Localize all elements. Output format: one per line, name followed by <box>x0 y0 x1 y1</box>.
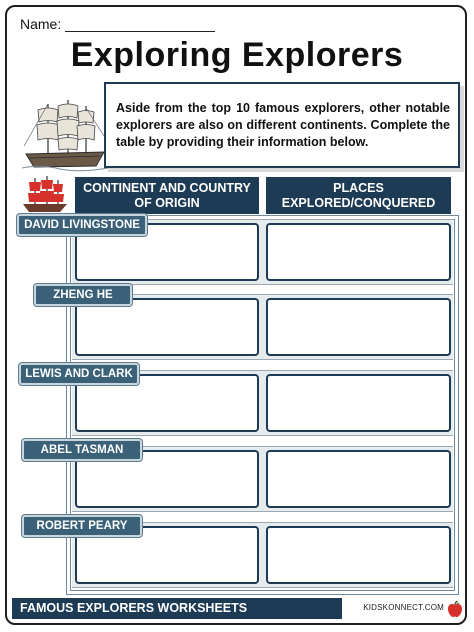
places-answer-cell-zheng-he[interactable] <box>266 298 451 356</box>
origin-answer-cell-zheng-he[interactable] <box>75 298 259 356</box>
apple-logo-icon <box>446 600 464 618</box>
footer-site-link[interactable]: KIDSKONNECT.COM <box>363 603 444 612</box>
explorer-label-livingstone: DAVID LIVINGSTONE <box>17 214 147 236</box>
explorer-label-tasman: ABEL TASMAN <box>22 439 142 461</box>
places-answer-cell-peary[interactable] <box>266 526 451 584</box>
name-label: Name: <box>20 16 62 32</box>
name-field[interactable] <box>65 17 215 32</box>
explorer-label-zheng-he: ZHENG HE <box>34 284 132 306</box>
column-header-places: PLACES EXPLORED/CONQUERED <box>266 177 451 214</box>
instructions-text: Aside from the top 10 famous explorers, other notable explorers are also on different continents. Complete the table by providing their information below. <box>116 101 450 149</box>
footer-title-bar: FAMOUS EXPLORERS WORKSHEETS <box>12 598 342 619</box>
places-answer-cell-tasman[interactable] <box>266 450 451 508</box>
column-header-origin: CONTINENT AND COUNTRY OF ORIGIN <box>75 177 259 214</box>
red-ship-icon <box>20 174 70 214</box>
page-title: Exploring Explorers <box>70 36 404 74</box>
instructions-box <box>104 82 460 168</box>
places-answer-cell-livingstone[interactable] <box>266 223 451 281</box>
explorer-label-peary: ROBERT PEARY <box>22 515 142 537</box>
sailing-ship-illustration <box>20 96 110 178</box>
name-row <box>20 16 215 32</box>
places-answer-cell-lewis-clark[interactable] <box>266 374 451 432</box>
explorer-label-lewis-clark: LEWIS AND CLARK <box>19 363 139 385</box>
